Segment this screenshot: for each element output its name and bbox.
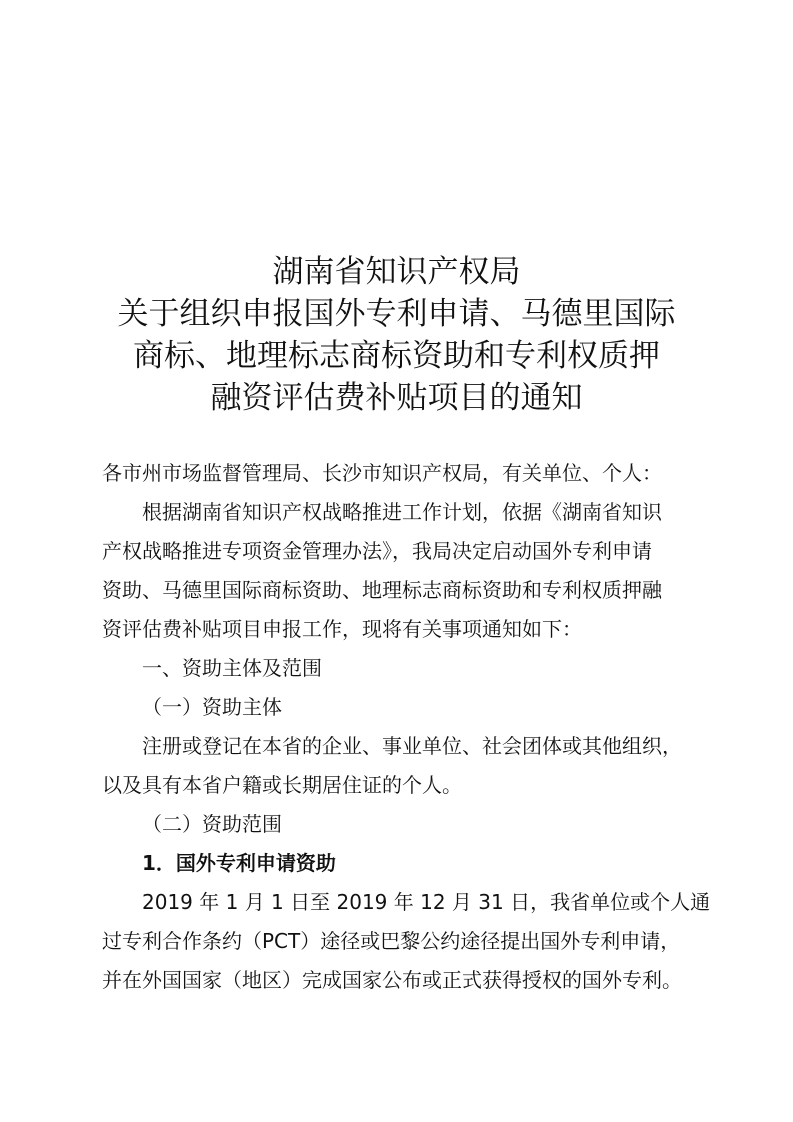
item-heading-1: 1．国外专利申请资助 bbox=[142, 851, 336, 875]
intro-line-1: 根据湖南省知识产权战略推进工作计划，依据《湖南省知识 bbox=[142, 500, 662, 524]
item-1-line-1: 2019 年 1 月 1 日至 2019 年 12 月 31 日，我省单位或个人通 bbox=[142, 890, 711, 914]
title-line-3: 商标、地理标志商标资助和专利权质押 bbox=[133, 338, 660, 374]
subsection-heading-1: （一）资助主体 bbox=[142, 695, 282, 719]
document-title bbox=[0, 251, 793, 419]
subject-line-1: 注册或登记在本省的企业、事业单位、社会团体或其他组织， bbox=[142, 734, 682, 758]
section-heading-1: 一、资助主体及范围 bbox=[142, 656, 322, 680]
title-line-1: 湖南省知识产权局 bbox=[272, 254, 521, 290]
intro-line-4: 资评估费补贴项目申报工作，现将有关事项通知如下： bbox=[102, 617, 582, 641]
title-line-2: 关于组织申报国外专利申请、马德里国际 bbox=[117, 296, 676, 332]
salutation: 各市州市场监督管理局、长沙市知识产权局，有关单位、个人： bbox=[102, 461, 662, 485]
title-line-4: 融资评估费补贴项目的通知 bbox=[210, 380, 583, 416]
intro-line-2: 产权战略推进专项资金管理办法》，我局决定启动国外专利申请 bbox=[102, 539, 652, 563]
subsection-heading-2: （二）资助范围 bbox=[142, 812, 282, 836]
intro-line-3: 资助、马德里国际商标资助、地理标志商标资助和专利权质押融 bbox=[102, 578, 662, 602]
item-1-line-3: 并在外国国家（地区）完成国家公布或正式获得授权的国外专利。 bbox=[102, 968, 682, 992]
item-1-line-2: 过专利合作条约（PCT）途径或巴黎公约途径提出国外专利申请， bbox=[102, 929, 681, 953]
subject-line-2: 以及具有本省户籍或长期居住证的个人。 bbox=[102, 773, 462, 797]
document-body bbox=[102, 454, 711, 1000]
